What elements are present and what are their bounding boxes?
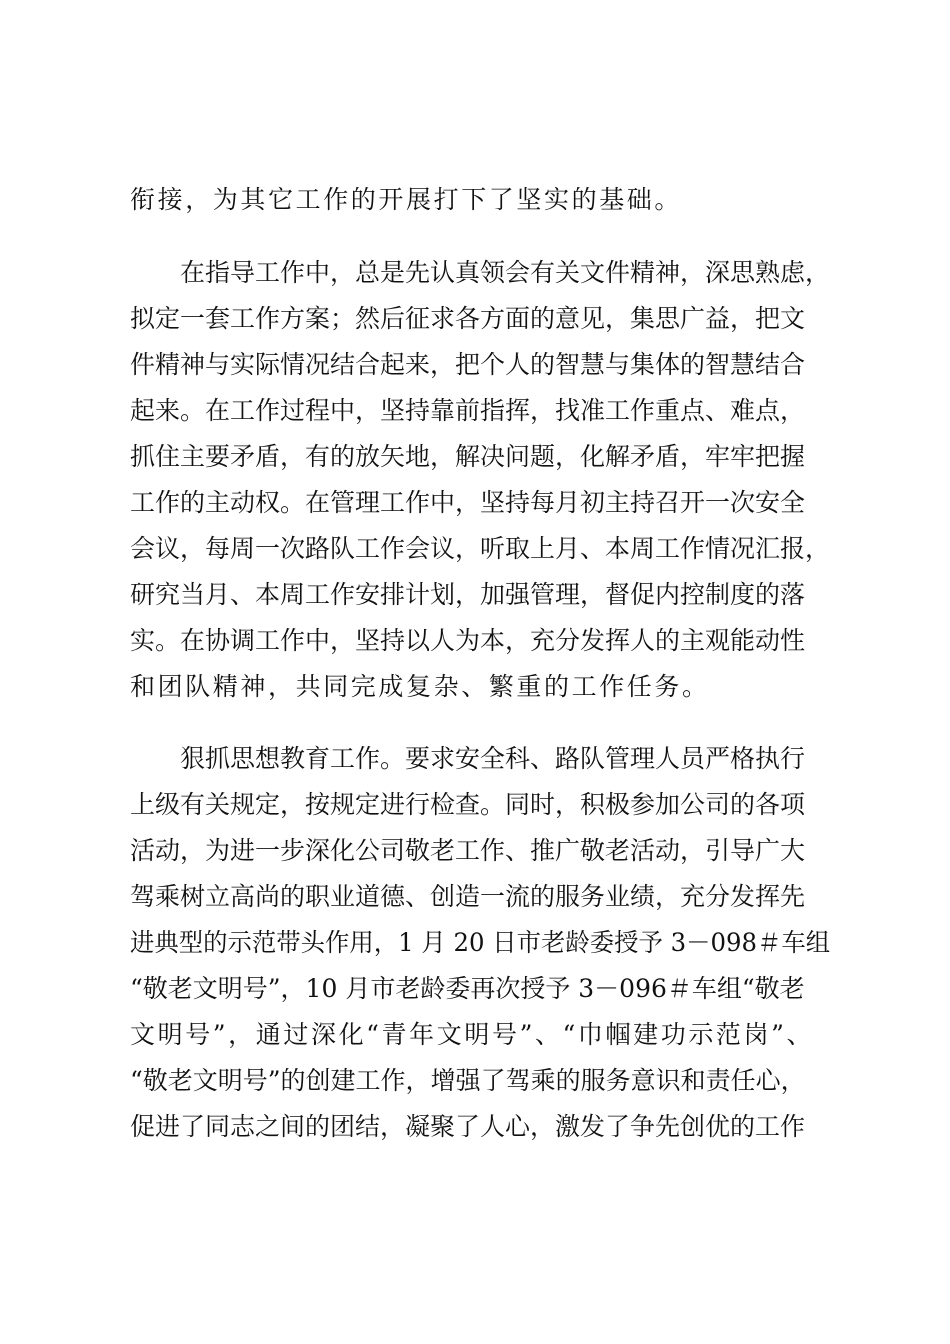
text-line: 和团队精神，共同完成复杂、繁重的工作任务。 — [130, 672, 710, 701]
text-line: 上级有关规定，按规定进行检查。同时，积极参加公司的各项 — [130, 790, 806, 819]
text-line: “敬老文明号”，10 月市老龄委再次授予 3－096＃车组“敬老 — [130, 974, 805, 1003]
text-line: “敬老文明号”的创建工作，增强了驾乘的服务意识和责任心， — [130, 1066, 806, 1095]
text-line: 拟定一套工作方案；然后征求各方面的意见，集思广益，把文 — [130, 304, 806, 333]
text-line: 文明号”，通过深化“青年文明号”、“巾帼建功示范岗”、 — [130, 1020, 815, 1049]
text-line: 起来。在工作过程中，坚持靠前指挥，找准工作重点、难点， — [130, 396, 806, 425]
text-line: 在指导工作中，总是先认真领会有关文件精神，深思熟虑， — [130, 258, 831, 287]
text-line: 促进了同志之间的团结，凝聚了人心，激发了争先创优的工作 — [130, 1112, 806, 1141]
text-line: 实。在协调工作中，坚持以人为本，充分发挥人的主观能动性 — [130, 626, 806, 655]
text-line: 件精神与实际情况结合起来，把个人的智慧与集体的智慧结合 — [130, 350, 806, 379]
text-line: 进典型的示范带头作用，1 月 20 日市老龄委授予 3－098＃车组 — [130, 928, 831, 957]
text-line: 驾乘树立高尚的职业道德、创造一流的服务业绩，充分发挥先 — [130, 882, 806, 911]
text-line: 工作的主动权。在管理工作中，坚持每月初主持召开一次安全 — [130, 488, 806, 517]
text-line: 活动，为进一步深化公司敬老工作、推广敬老活动，引导广大 — [130, 836, 806, 865]
text-line: 抓住主要矛盾，有的放矢地，解决问题，化解矛盾，牢牢把握 — [130, 442, 806, 471]
paragraph-work-guidance — [130, 250, 830, 710]
paragraph-continuation — [130, 177, 830, 223]
text-line: 研究当月、本周工作安排计划，加强管理，督促内控制度的落 — [130, 580, 806, 609]
text-line: 狠抓思想教育工作。要求安全科、路队管理人员严格执行 — [130, 744, 806, 773]
text-line: 衔接，为其它工作的开展打下了坚实的基础。 — [130, 185, 683, 214]
text-line: 会议，每周一次路队工作会议，听取上月、本周工作情况汇报， — [130, 534, 831, 563]
paragraph-ideological-education — [130, 736, 830, 1150]
